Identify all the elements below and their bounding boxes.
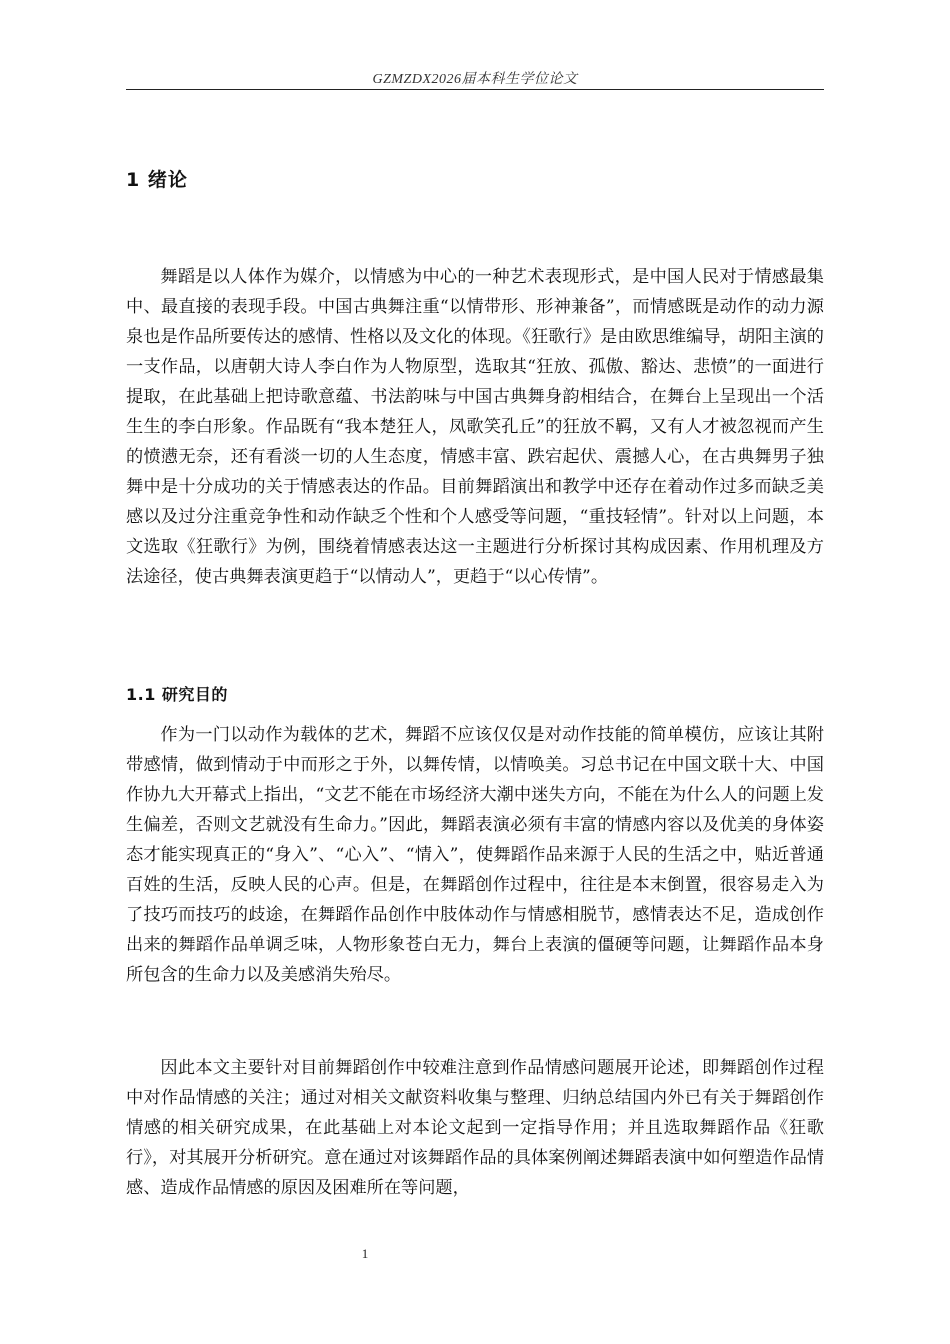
body-paragraph: 作为一门以动作为载体的艺术，舞蹈不应该仅仅是对动作技能的简单模仿，应该让其附带感情，做到情动于中而形之于外，以舞传情，以情唤美。习总书记在中国文联十大、中国作协九大开幕式上指出，“文艺不能在市场经济大潮中迷失方向，不能在为什么人的问题上发生偏差，否则文艺就没有生命力。”因此，舞蹈表演必须有丰富的情感内容以及优美的身体姿态才能实现真正的“身入”、“心入”、“情入”，使舞蹈作品来源于人民的生活之中，贴近普通百姓的生活，反映人民的心声。但是，在舞蹈创作过程中，往往是本末倒置，很容易走入为了技巧而技巧的歧途，在舞蹈作品创作中肢体动作与情感相脱节，感情表达不足，造成创作出来的舞蹈作品单调乏味，人物形象苍白无力，舞台上表演的僵硬等问题，让舞蹈作品本身所包含的生命力以及美感消失殆尽。 — [126, 725, 824, 985]
body-paragraph: 因此本文主要针对目前舞蹈创作中较难注意到作品情感问题展开论述，即舞蹈创作过程中对作品情感的关注；通过对相关文献资料收集与整理、归纳总结国内外已有关于舞蹈创作情感的相关研究成果，在此基础上对本论文起到一定指导作用；并且选取舞蹈作品《狂歌行》，对其展开分析研究。意在通过对该舞蹈作品的具体案例阐述舞蹈表演中如何塑造作品情感、造成作品情感的原因及困难所在等问题， — [126, 1058, 824, 1198]
chapter-heading: 1 绪论 — [126, 169, 188, 191]
running-header: GZMZDX2026届本科生学位论文 — [372, 72, 578, 87]
page-number: 1 — [361, 1246, 369, 1261]
section-heading: 1.1 研究目的 — [126, 685, 228, 704]
body-paragraph: 舞蹈是以人体作为媒介，以情感为中心的一种艺术表现形式，是中国人民对于情感最集中、最直接的表现手段。中国古典舞注重“以情带形、形神兼备”，而情感既是动作的动力源泉也是作品所要传达的感情、性格以及文化的体现。《狂歌行》是由欧思维编导，胡阳主演的一支作品，以唐朝大诗人李白作为人物原型，选取其“狂放、孤傲、豁达、悲愤”的一面进行提取，在此基础上把诗歌意蕴、书法韵味与中国古典舞身韵相结合，在舞台上呈现出一个活生生的李白形象。作品既有“我本楚狂人，凤歌笑孔丘”的狂放不羁，又有人才被忽视而产生的愤懑无奈，还有看淡一切的人生态度，情感丰富、跌宕起伏、震撼人心，在古典舞男子独舞中是十分成功的关于情感表达的作品。目前舞蹈演出和教学中还存在着动作过多而缺乏美感以及过分注重竞争性和动作缺乏个性和个人感受等问题，“重技轻情”。针对以上问题，本文选取《狂歌行》为例，围绕着情感表达这一主题进行分析探讨其构成因素、作用机理及方法途径，使古典舞表演更趋于“以情动人”，更趋于“以心传情”。 — [126, 267, 824, 587]
header-rule — [126, 89, 824, 90]
